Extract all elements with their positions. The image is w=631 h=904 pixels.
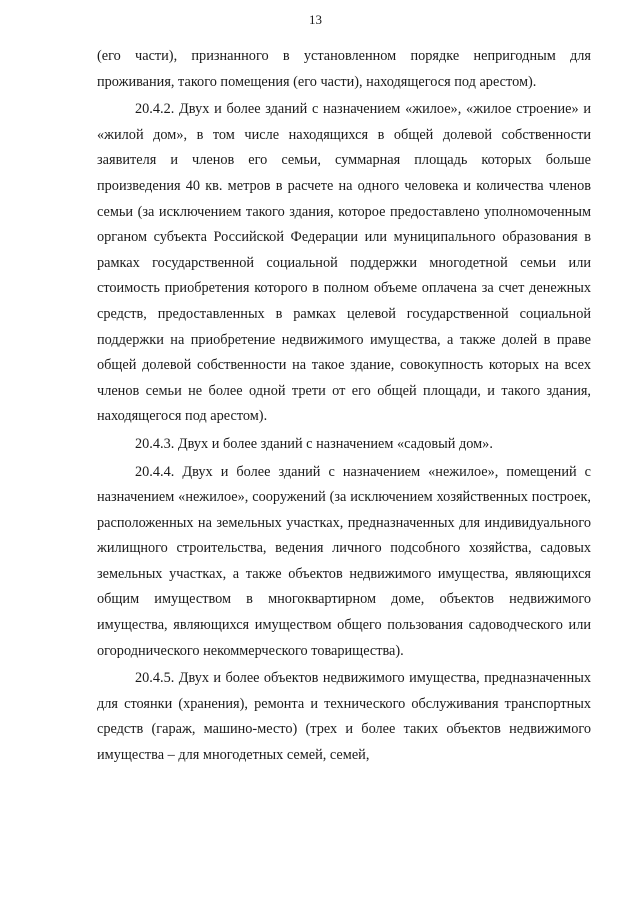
paragraph-20-4-2: 20.4.2. Двух и более зданий с назначением «жилое», «жилое строение» и «жилой дом», в том числе находящихся в общей долевой собственности заявителя и членов его семьи, суммарная площадь которых больше произведения 40 кв. метров в расчете на одного человека и количества членов семьи (за исключением такого здания, которое предоставлено уполномоченным органом субъекта Российской Федерации или муниципального образования в рамках государственной социальной поддержки многодетной семьи или стоимость приобретения которого в полном объеме оплачена за счет денежных средств, предоставленных в рамках целевой государственной социальной поддержки на приобретение недвижимого имущества, а также долей в праве общей долевой собственности на такое здание, совокупность которых на всех членов семьи не более одной трети от его общей площади, и такого здания, находящегося под арестом). bbox=[97, 101, 591, 425]
paragraph-20-4-4: 20.4.4. Двух и более зданий с назначением «нежилое», помещений с назначением «нежилое», сооружений (за исключением хозяйственных построек, расположенных на земельных участках, предназначенных для индивидуального жилищного строительства, ведения личного подсобного хозяйства, садовых земельных участках, а также объектов недвижимого имущества, являющихся общим имуществом в многоквартирном доме, объектов недвижимого имущества, являющихся имуществом общего пользования садоводческого или огороднического некоммерческого товарищества). bbox=[97, 463, 591, 659]
document-body bbox=[97, 44, 591, 769]
page-number: 13 bbox=[309, 12, 322, 27]
paragraph-20-4-3: 20.4.3. Двух и более зданий с назначением «садовый дом». bbox=[135, 435, 493, 452]
paragraph-continuation: (его части), признанного в установленном порядке непригодным для проживания, такого помещения (его части), находящегося под арестом). bbox=[97, 48, 591, 90]
paragraph-20-4-5: 20.4.5. Двух и более объектов недвижимого имущества, предназначенных для стоянки (хранения), ремонта и технического обслуживания транспортных средств (гараж, машино-место) (трех и более таких объектов недвижимого имущества – для многодетных семей, семей, bbox=[97, 670, 591, 764]
